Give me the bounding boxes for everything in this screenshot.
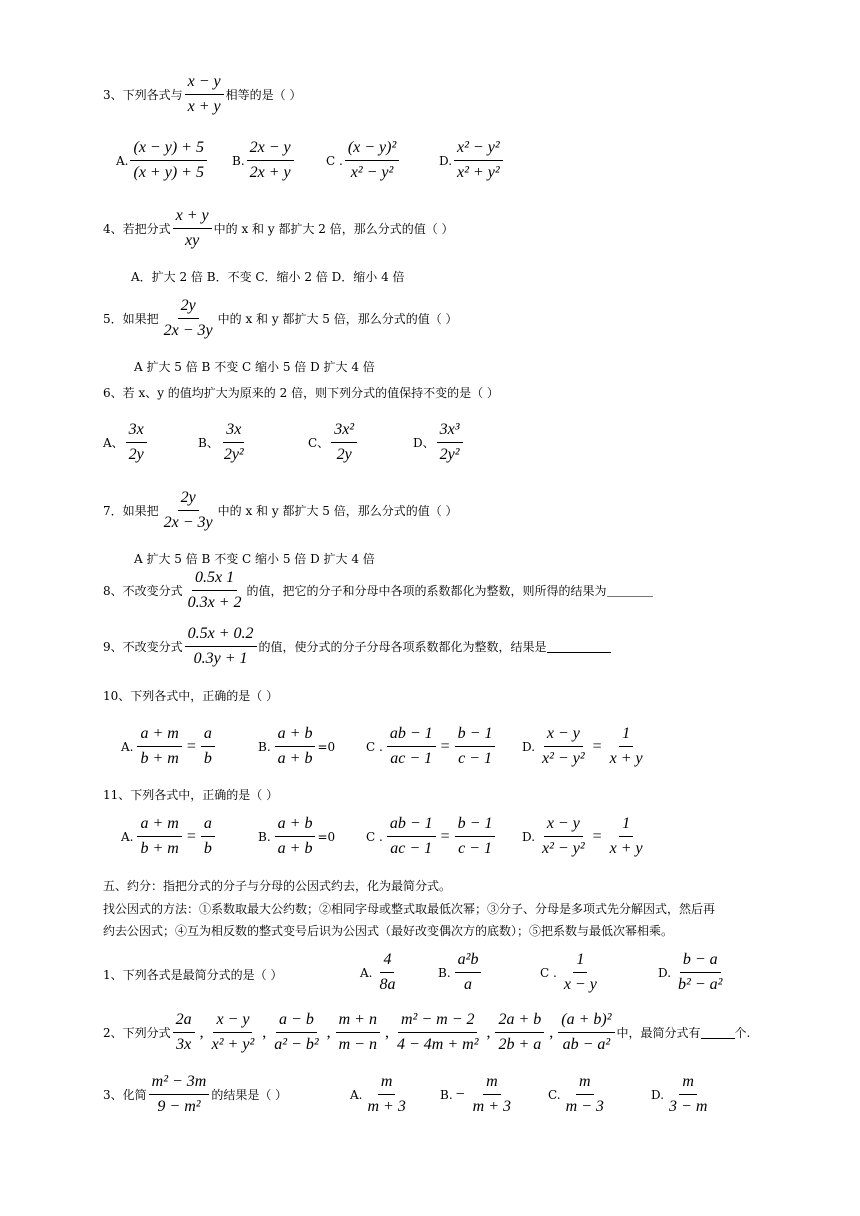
s5q3-option-b: B. − $\frac{m}{m + 3}$ [440, 1073, 512, 1115]
s5q2-fraction-5: $\frac{\text{m² − m − 2}}{\text{4 − 4m + m²}}$ [396, 1011, 479, 1053]
s5q3-option-d: D. $\frac{m}{3 - m}$ [651, 1073, 708, 1115]
q4-fraction: $\frac{x + y}{xy}$ [173, 206, 212, 251]
s5q2-fraction-1: $\frac{2a}{3x}$ [173, 1010, 195, 1055]
q6-option-d: D、 $\frac{\text{3x³}}{\text{2y²}}$ [413, 420, 465, 465]
q4-stem: 4、若把分式 $\frac{x + y}{xy}$ 中的 x 和 y 都扩大 2 倍，那么分式的值（ ） [103, 207, 454, 249]
s5q2-fraction-3: $\frac{a - b}{\text{a² − b²}}$ [274, 1011, 319, 1053]
s5q3-fraction: $\frac{\text{m² − 3m}}{\text{9 − m²}}$ [149, 1072, 210, 1117]
q7-stem: 7．如果把 $\frac{2y}{2x - 3y}$ 中的 x 和 y 都扩大 5 倍，那么分式的值（ ） [103, 489, 458, 531]
q4-options: A．扩大 2 倍 B．不变 C．缩小 2 倍 D．缩小 4 倍 [131, 270, 405, 284]
q9-fraction: $\frac{0.5x + 0.2}{0.3y + 1}$ [185, 624, 257, 669]
q11-stem: 11、下列各式中，正确的是（ ） [103, 788, 279, 802]
q10-option-c: C . $\frac{ab - 1}{ac - 1}$ = $\frac{b - 1}{c - 1}$ [366, 724, 497, 769]
s5q2-fraction-6: $\frac{2a + b}{2b + a}$ [495, 1010, 544, 1055]
q10-option-d: D. $\frac{x - y}{\text{x² − y²}}$ = $\frac{1}{x + y}$ [522, 725, 643, 767]
q9-answer-blank[interactable] [547, 640, 611, 653]
q3-fraction: $\frac{x - y}{x + y}$ [185, 72, 224, 117]
q11-option-b: B. $\frac{a + b}{a + b}$ =0 [258, 815, 336, 857]
s5q2-stem: 2、下列分式 $\frac{2a}{3x}$ , $\frac{x - y}{\text{x² + y²}}$ , $\frac{a - b}{\text{a² − b²}}$ , $\frac{m + n}{m - n}$ , $\frac{\text{m² − m − 2}}{\text{4 − 4m + m²}}$ , $\frac{2a + b}{2b + a}$ , $\frac{\text{(a + b)²}}{\text{ab − a²}}$ 中，最简分式有 个. [103, 1011, 751, 1053]
q6-option-c: C、 $\frac{\text{3x²}}{2y}$ [308, 420, 359, 465]
q6-option-b: B、 $\frac{3x}{\text{2y²}}$ [198, 421, 244, 463]
q8-fraction: $\frac{0.5x 1}{0.3x + 2}$ [187, 569, 242, 611]
q6-stem: 6、若 x、y 的值均扩大为原来的 2 倍，则下列分式的值保持不变的是（ ） [103, 386, 499, 400]
s5q1-option-b: B. $\frac{\text{a²b}}{a}$ [438, 950, 483, 995]
section5-method-line2: 约去公因式；④互为相反数的整式变号后识为公因式（最好改变偶次方的底数）；⑤把系数与最低次幂相乘。 [103, 924, 674, 938]
s5q2-fraction-2: $\frac{x - y}{\text{x² + y²}}$ [211, 1011, 255, 1053]
s5q2-answer-blank[interactable] [701, 1026, 735, 1039]
s5q2-fraction-7: $\frac{\text{(a + b)²}}{\text{ab − a²}}$ [558, 1010, 614, 1055]
q7-fraction: $\frac{2y}{2x - 3y}$ [163, 489, 213, 531]
q7-options: A 扩大 5 倍 B 不变 C 缩小 5 倍 D 扩大 4 倍 [134, 552, 375, 566]
q3-option-b: B. $\frac{2x - y}{2x + y}$ [232, 138, 296, 183]
q3-suffix: 相等的是（ ） [225, 88, 302, 102]
q10-option-a: A. $\frac{a + m}{b + m}$ = $\frac{a}{b}$ [121, 724, 217, 769]
q3-option-c: C . $\frac{\text{(x − y)²}}{\text{x² − y²}}$ [326, 138, 401, 183]
section5-method-line1: 找公因式的方法：①系数取最大公约数；②相同字母或整式取最低次幂；③分子、分母是多项式先分解因式，然后再 [103, 902, 716, 916]
q8-stem: 8、不改变分式 $\frac{0.5x 1}{0.3x + 2}$ 的值，把它的分子和分母中各项的系数都化为整数，则所得的结果为 [103, 568, 653, 613]
q3-prefix: 3、下列各式与 [103, 88, 183, 102]
s5q3-option-a: A. $\frac{m}{m + 3}$ [350, 1073, 406, 1115]
s5q1-stem: 1、下列各式是最简分式的是（ ） [103, 968, 283, 982]
s5q2-fraction-4: $\frac{m + n}{m - n}$ [336, 1010, 380, 1055]
s5q1-option-a: A. $\frac{4}{8a}$ [360, 951, 396, 993]
q8-answer-blank[interactable] [607, 584, 653, 597]
s5q1-option-c: C . $\frac{1}{x - y}$ [540, 951, 597, 993]
s5q3-option-c: C. $\frac{m}{m - 3}$ [548, 1073, 604, 1115]
q3-option-d: D. $\frac{\text{x² − y²}}{\text{x² + y²}}$ [439, 138, 505, 183]
q10-stem: 10、下列各式中，正确的是（ ） [103, 689, 279, 703]
q5-stem: 5．如果把 $\frac{2y}{2x - 3y}$ 中的 x 和 y 都扩大 5 倍，那么分式的值（ ） [103, 297, 458, 339]
q11-option-d: D. $\frac{x - y}{\text{x² − y²}}$ = $\frac{1}{x + y}$ [522, 815, 643, 857]
s5q1-option-d: D. $\frac{b - a}{\text{b² − a²}}$ [658, 951, 723, 993]
q10-option-b: B. $\frac{a + b}{a + b}$ =0 [258, 725, 336, 767]
s5q3-stem: 3、化简 $\frac{\text{m² − 3m}}{\text{9 − m²}}$ 的结果是（ ） [103, 1073, 288, 1115]
section5-heading: 五、约分：指把分式的分子与分母的公因式约去，化为最简分式。 [103, 879, 452, 893]
q5-fraction: $\frac{2y}{2x - 3y}$ [163, 297, 213, 339]
q3-option-a: A. $\frac{(x - y) + 5}{(x + y) + 5}$ [116, 138, 209, 183]
q6-option-a: A、 $\frac{3x}{2y}$ [103, 420, 149, 465]
q11-option-c: C . $\frac{ab - 1}{ac - 1}$ = $\frac{b - 1}{c - 1}$ [366, 814, 497, 859]
q5-options: A 扩大 5 倍 B 不变 C 缩小 5 倍 D 扩大 4 倍 [134, 360, 375, 374]
q11-option-a: A. $\frac{a + m}{b + m}$ = $\frac{a}{b}$ [121, 814, 217, 859]
q3-stem [103, 72, 301, 117]
q9-stem: 9、不改变分式 $\frac{0.5x + 0.2}{0.3y + 1}$ 的值，使分式的分子分母各项系数都化为整数，结果是 [103, 624, 611, 669]
